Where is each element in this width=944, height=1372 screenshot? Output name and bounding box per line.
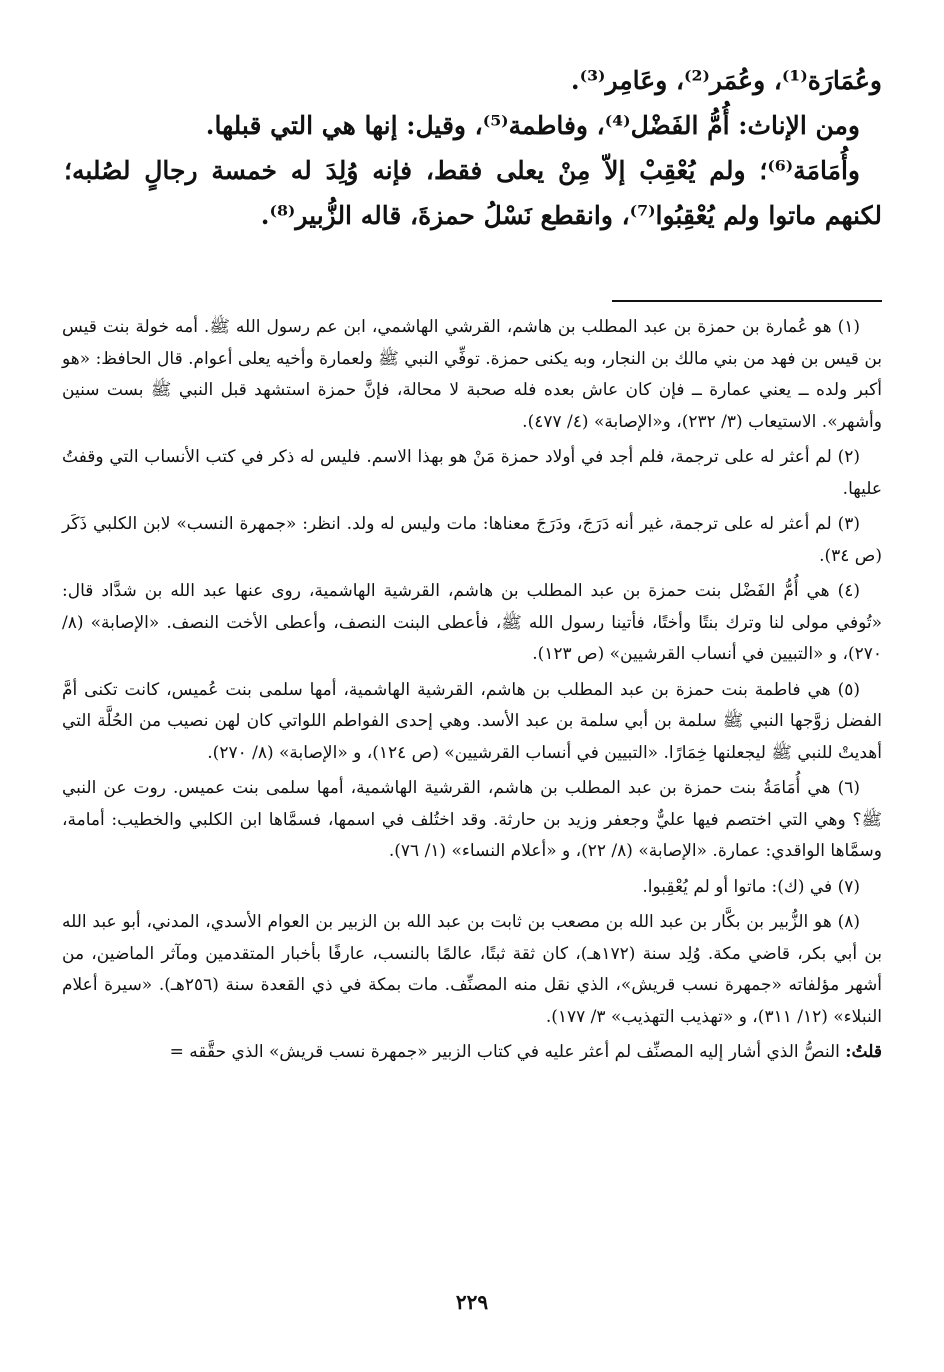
editor-note-text: النصُّ الذي أشار إليه المصنِّف لم أعثر عليه في كتاب الزبير «جمهرة نسب قريش» الذي حقَّقه = bbox=[169, 1042, 840, 1062]
footnote-separator bbox=[612, 300, 882, 302]
footnotes bbox=[62, 312, 882, 1073]
footnote-7: (٧) في (ك): ماتوا أو لم يُعْقِبوا. bbox=[642, 876, 860, 897]
main-paragraph-1: وعُمَارَة⁽¹⁾، وعُمَر⁽²⁾، وعَامِر⁽³⁾. bbox=[570, 66, 882, 95]
editor-note-label: قلتُ: bbox=[845, 1042, 882, 1062]
footnote-1: (١) هو عُمارة بن حمزة بن عبد المطلب بن هاشم، القرشي الهاشمي، ابن عم رسول الله ﷺ. أمه خولة بنت قيس بن قيس بن فهد من بني مالك بن النجار، وبه يكنى حمزة. توفِّي النبي ﷺ ولعمارة وأخيه يعلى أعوام. قال الحافظ: «هو أكبر ولده ــ يعني عمارة ــ فإن كان عاش بعده فله صحبة لا محالة، فإنَّ حمزة استشهد قبل النبي ﷺ بست سنين وأشهر». الاستيعاب (٣/ ٢٣٢)، و«الإصابة» (٤/ ٤٧٧). bbox=[62, 317, 882, 432]
page-number: ٢٢٩ bbox=[455, 1290, 489, 1314]
footnote-8: (٨) هو الزُّبير بن بكَّار بن عبد الله بن مصعب بن ثابت بن عبد الله بن الزبير بن العوام الأسدي، المدني، أبو عبد الله بن أبي بكر، قاضي مكة. وُلِد سنة (١٧٢هـ)، كان ثقة ثبتًا، عالمًا بالنسب، عارفًا بأخبار المتقدمين ومآثر الماضين، من أشهر مؤلفاته «جمهرة نسب قريش»، الذي نقل منه المصنِّف. مات بمكة في ذي القعدة سنة (٢٥٦هـ). «سيرة أعلام النبلاء» (١٢/ ٣١١)، و «تهذيب التهذيب» ٣/ ١٧٧). bbox=[62, 912, 883, 1027]
footnote-5: (٥) هي فاطمة بنت حمزة بن عبد المطلب بن هاشم، القرشية الهاشمية، أمها سلمى بنت عُميس، كانت تكنى أمَّ الفضل زوَّجها النبي ﷺ سلمة بن أبي سلمة بن عبد الأسد. وهي إحدى الفواطم اللواتي كان لهن نصيب من الحُلَّة التي أهديتْ للنبي ﷺ ليجعلنها خِمَارًا. «التبيين في أنساب القرشيين» (ص ١٢٤)، و «الإصابة» (٨/ ٢٧٠). bbox=[62, 679, 882, 763]
editor-note bbox=[62, 1037, 882, 1069]
footnote-2: (٢) لم أعثر له على ترجمة، فلم أجد في أولاد حمزة مَنْ هو بهذا الاسم. فليس له ذكر في كتب الأنساب التي وقفتُ عليها. bbox=[62, 447, 882, 499]
footnote-4: (٤) هي أُمُّ الفَضْل بنت حمزة بن عبد المطلب بن هاشم، القرشية الهاشمية، روى عنها عبد الله بن شدَّاد قال: «تُوفي مولى لنا وترك بنتًا وأختًا، فأتينا رسول الله ﷺ، فأعطى البنت النصف، وأعطى الأخت النصف. «الإصابة» (٨/ ٢٧٠)، و «التبيين في أنساب القرشيين» (ص ١٢٣). bbox=[62, 581, 882, 664]
main-text bbox=[64, 58, 882, 238]
main-paragraph-3: وأُمَامَة⁽⁶⁾؛ ولم يُعْقِبْ إلاّ مِنْ يعلى فقط، فإنه وُلِدَ له خمسة رجالٍ لصُلبه؛ لكنهم ماتوا ولم يُعْقِبُوا⁽⁷⁾، وانقطع نَسْلُ حمزةَ، قاله الزُّبير⁽⁸⁾. bbox=[64, 156, 882, 230]
footnote-3: (٣) لم أعثر له على ترجمة، غير أنه دَرَجَ، ودَرَجَ معناها: مات وليس له ولد. انظر: «جمهرة النسب» لابن الكلبي ذَكَر (ص ٣٤). bbox=[62, 514, 882, 566]
main-paragraph-2: ومن الإناث: أُمُّ الفَضْل⁽⁴⁾، وفاطمة⁽⁵⁾، وقيل: إنها هي التي قبلها. bbox=[205, 111, 860, 140]
footnote-6: (٦) هي أُمَامَةُ بنت حمزة بن عبد المطلب بن هاشم، القرشية الهاشمية، أمها سلمى بنت عميس. روت عن النبي ﷺ؟ وهي التي اختصم فيها عليٌّ وجعفر وزيد بن حارثة. وقد اختُلف في اسمها، فسمَّاها ابن الكلبي والخطيب: أمامة، وسمَّاها الواقدي: عمارة. «الإصابة» (٨/ ٢٢)، و «أعلام النساء» (١/ ٧٦). bbox=[62, 778, 882, 861]
